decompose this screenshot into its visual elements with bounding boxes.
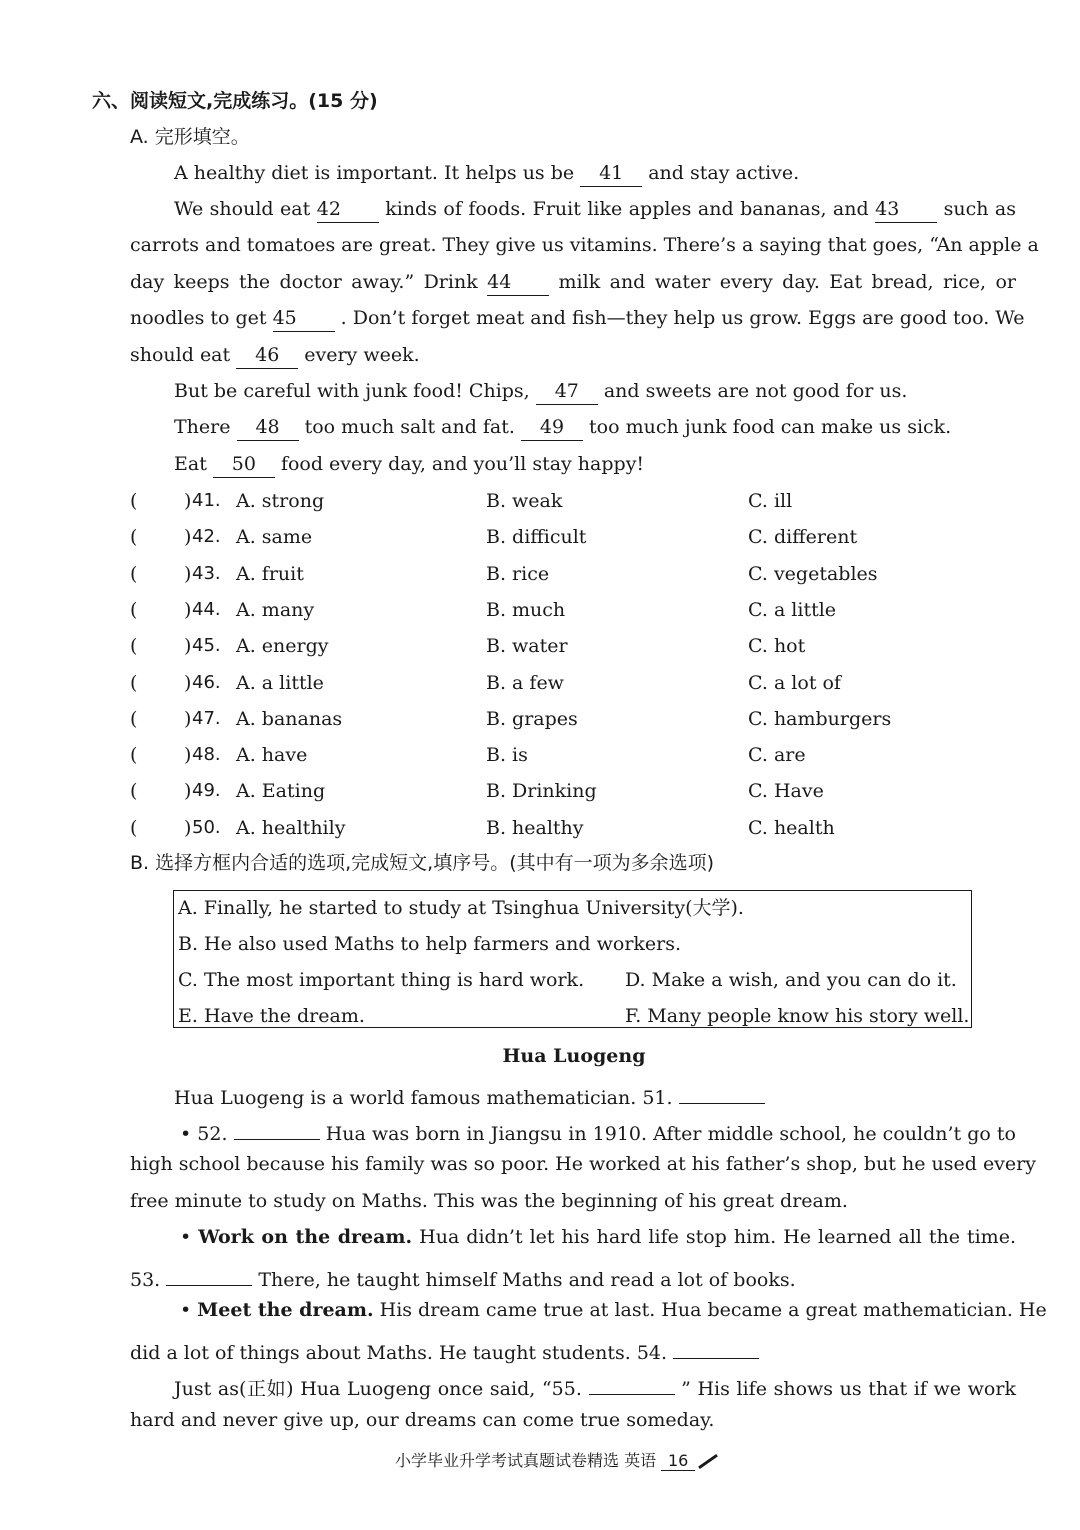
question-number: 48. <box>192 744 221 766</box>
paren-close: ) <box>184 562 192 585</box>
passage-line-7 <box>174 378 907 405</box>
option-c[interactable]: C. different <box>748 526 858 549</box>
option-c[interactable]: C. ill <box>748 490 793 512</box>
passage-text: every week. <box>304 344 420 366</box>
blank-42: 42 <box>317 198 379 223</box>
story-text: 53. <box>130 1269 161 1291</box>
paren-open: ( <box>130 526 138 549</box>
passage-text: milk and water every day. Eat bread, rice, or <box>558 271 1016 293</box>
question-number: 41. <box>192 490 221 511</box>
option-a[interactable]: A. bananas <box>236 707 343 730</box>
question-row <box>130 668 1030 698</box>
passage-text: . Don’t forget meat and fish—they help us grow. Eggs are good too. We <box>340 307 1025 329</box>
question-row <box>130 740 1030 770</box>
paren-open: ( <box>130 780 138 803</box>
option-a[interactable]: A. fruit <box>236 562 304 585</box>
box-option-c: C. The most important thing is hard work. <box>178 969 585 991</box>
options-box <box>173 890 972 1028</box>
question-row <box>130 486 1030 516</box>
section-heading: 六、阅读短文,完成练习。(15 分) <box>92 90 378 112</box>
story-line-7 <box>180 1297 1047 1323</box>
story-text: ” His life shows us that if we work <box>681 1378 1016 1400</box>
passage-text: carrots and tomatoes are great. They give us vitamins. There’s a saying that goes, “An apple a <box>130 234 1039 256</box>
story-text: His dream came true at last. Hua became a great mathematician. He <box>379 1299 1047 1321</box>
story-title: Hua Luogeng <box>502 1045 646 1067</box>
story-line-2 <box>180 1115 1016 1147</box>
story-line-3 <box>130 1151 1036 1177</box>
passage-line-1 <box>174 160 799 187</box>
passage-line-3 <box>130 232 1039 258</box>
question-number: 47. <box>192 707 221 729</box>
story-text: high school because his family was so poor. He worked at his father’s shop, but he used every <box>130 1153 1036 1175</box>
option-b[interactable]: B. difficult <box>486 526 587 549</box>
option-a[interactable]: A. energy <box>236 635 329 658</box>
answer-slot[interactable] <box>144 595 182 621</box>
passage-text: There <box>174 416 231 438</box>
box-option-b: B. He also used Maths to help farmers and workers. <box>178 933 682 955</box>
question-number: 46. <box>192 671 221 693</box>
option-a[interactable]: A. many <box>236 598 315 621</box>
passage-text: and sweets are not good for us. <box>603 380 908 402</box>
box-option-d: D. Make a wish, and you can do it. <box>625 969 957 991</box>
option-b[interactable]: B. a few <box>486 671 564 694</box>
option-c[interactable]: C. are <box>748 744 806 767</box>
paren-open: ( <box>130 598 138 621</box>
passage-text: too much junk food can make us sick. <box>589 416 952 438</box>
answer-slot[interactable] <box>144 740 182 766</box>
footer-text: 小学毕业升学考试真题试卷精选 英语 <box>395 1451 657 1470</box>
story-line-9 <box>174 1370 1016 1402</box>
pen-icon <box>698 1454 718 1469</box>
passage-text: too much salt and fat. <box>304 416 515 438</box>
story-subheading: Meet the dream. <box>197 1299 374 1321</box>
blank-54 <box>673 1334 759 1359</box>
option-c[interactable]: C. a lot of <box>748 671 841 694</box>
paren-close: ) <box>184 780 192 803</box>
option-a[interactable]: A. same <box>236 526 313 549</box>
answer-slot[interactable] <box>144 813 182 839</box>
box-option-a: A. Finally, he started to study at Tsinghua University(大学). <box>178 897 744 919</box>
passage-text: day keeps the doctor away.” Drink <box>130 271 478 293</box>
question-row <box>130 776 1030 806</box>
paren-open: ( <box>130 671 138 694</box>
answer-slot[interactable] <box>144 486 182 512</box>
question-row <box>130 813 1030 843</box>
story-subheading: Work on the dream. <box>198 1226 413 1248</box>
part-b-title: B. 选择方框内合适的选项,完成短文,填序号。(其中有一项为多余选项) <box>130 852 715 874</box>
option-c[interactable]: C. hamburgers <box>748 707 892 730</box>
answer-slot[interactable] <box>144 776 182 802</box>
question-number: 45. <box>192 635 221 657</box>
page-footer <box>395 1448 719 1471</box>
passage-text: A healthy diet is important. It helps us be <box>174 162 575 184</box>
story-line-4: free minute to study on Maths. This was the beginning of his great dream. <box>130 1190 848 1212</box>
story-text: Hua was born in Jiangsu in 1910. After middle school, he couldn’t go to <box>325 1123 1016 1145</box>
option-a[interactable]: A. healthily <box>236 816 346 839</box>
question-row <box>130 522 1030 552</box>
paren-open: ( <box>130 707 138 730</box>
passage-text: Eat <box>174 453 207 475</box>
question-row <box>130 704 1030 734</box>
paren-open: ( <box>130 490 138 512</box>
blank-50: 50 <box>213 453 275 478</box>
blank-44: 44 <box>487 271 549 296</box>
paren-close: ) <box>184 635 192 658</box>
option-b[interactable]: B. much <box>486 598 566 621</box>
option-c[interactable]: C. vegetables <box>748 562 878 585</box>
blank-51 <box>679 1079 765 1104</box>
story-line-5 <box>180 1224 1016 1250</box>
box-option-e: E. Have the dream. <box>178 1005 365 1027</box>
option-c[interactable]: C. Have <box>748 780 824 803</box>
blank-43: 43 <box>875 198 937 223</box>
question-row <box>130 595 1030 625</box>
story-text: Hua didn’t let his hard life stop him. He learned all the time. <box>419 1226 1016 1248</box>
box-option-f: F. Many people know his story well. <box>625 1005 970 1027</box>
page-number: 16 <box>661 1451 695 1471</box>
story-text: • 52. <box>180 1123 228 1145</box>
blank-41: 41 <box>580 162 642 187</box>
story-line-10: hard and never give up, our dreams can come true someday. <box>130 1409 715 1431</box>
answer-slot[interactable] <box>144 559 182 585</box>
answer-slot[interactable] <box>144 631 182 657</box>
paren-close: ) <box>184 598 192 621</box>
paren-open: ( <box>130 744 138 767</box>
story-text: did a lot of things about Maths. He taught students. 54. <box>130 1342 668 1364</box>
question-number: 43. <box>192 562 221 584</box>
passage-line-8 <box>174 414 951 441</box>
paren-close: ) <box>184 744 192 767</box>
option-b[interactable]: B. is <box>486 744 528 767</box>
option-b[interactable]: B. Drinking <box>486 780 597 803</box>
answer-slot[interactable] <box>144 668 182 694</box>
paren-close: ) <box>184 526 192 549</box>
bullet: • <box>180 1226 192 1248</box>
passage-text: and stay active. <box>648 162 800 184</box>
paren-open: ( <box>130 562 138 585</box>
paren-open: ( <box>130 816 138 839</box>
paren-close: ) <box>184 671 192 694</box>
option-a[interactable]: A. a little <box>236 671 324 694</box>
option-b[interactable]: B. weak <box>486 490 563 512</box>
story-text: Hua Luogeng is a world famous mathematician. 51. <box>174 1087 673 1109</box>
passage-line-6 <box>130 342 420 369</box>
blank-46: 46 <box>236 344 298 369</box>
passage-text: noodles to get <box>130 307 267 329</box>
passage-text: such as <box>943 198 1017 220</box>
answer-slot[interactable] <box>144 704 182 730</box>
question-row <box>130 631 1030 661</box>
option-b[interactable]: B. water <box>486 635 568 658</box>
story-line-1 <box>174 1079 765 1111</box>
question-number: 44. <box>192 598 221 620</box>
blank-48: 48 <box>237 416 299 441</box>
paren-close: ) <box>184 490 192 512</box>
blank-55 <box>589 1370 675 1395</box>
option-a[interactable]: A. have <box>236 744 308 767</box>
option-b[interactable]: B. healthy <box>486 816 584 839</box>
blank-53 <box>166 1261 252 1286</box>
question-row <box>130 559 1030 589</box>
blank-45: 45 <box>273 307 335 332</box>
passage-line-9 <box>174 451 644 478</box>
option-c[interactable]: C. hot <box>748 635 806 658</box>
passage-line-4 <box>130 269 1016 296</box>
story-line-8 <box>130 1334 759 1366</box>
answer-slot[interactable] <box>144 522 182 548</box>
option-c[interactable]: C. a little <box>748 598 837 621</box>
passage-line-2 <box>174 196 1016 223</box>
question-number: 42. <box>192 526 221 548</box>
paren-close: ) <box>184 816 192 839</box>
option-a[interactable]: A. Eating <box>236 780 326 803</box>
paren-close: ) <box>184 707 192 730</box>
question-number: 49. <box>192 780 221 802</box>
story-line-6 <box>130 1261 796 1293</box>
option-b[interactable]: B. grapes <box>486 707 578 730</box>
option-c[interactable]: C. health <box>748 816 835 839</box>
option-b[interactable]: B. rice <box>486 562 550 585</box>
passage-text: kinds of foods. Fruit like apples and bananas, and <box>385 198 869 220</box>
passage-text: food every day, and you’ll stay happy! <box>280 453 645 475</box>
blank-52 <box>234 1115 320 1140</box>
story-text: Just as(正如) Hua Luogeng once said, “55. <box>174 1378 582 1400</box>
option-a[interactable]: A. strong <box>236 490 325 512</box>
story-text: There, he taught himself Maths and read a lot of books. <box>258 1269 796 1291</box>
blank-49: 49 <box>521 416 583 441</box>
part-a-title: A. 完形填空。 <box>130 126 250 148</box>
blank-47: 47 <box>536 380 598 405</box>
passage-line-5 <box>130 305 1025 332</box>
passage-text: We should eat <box>174 198 311 220</box>
paren-open: ( <box>130 635 138 658</box>
passage-text: should eat <box>130 344 231 366</box>
passage-text: But be careful with junk food! Chips, <box>174 380 530 402</box>
question-number: 50. <box>192 816 221 838</box>
bullet: • <box>180 1299 192 1321</box>
